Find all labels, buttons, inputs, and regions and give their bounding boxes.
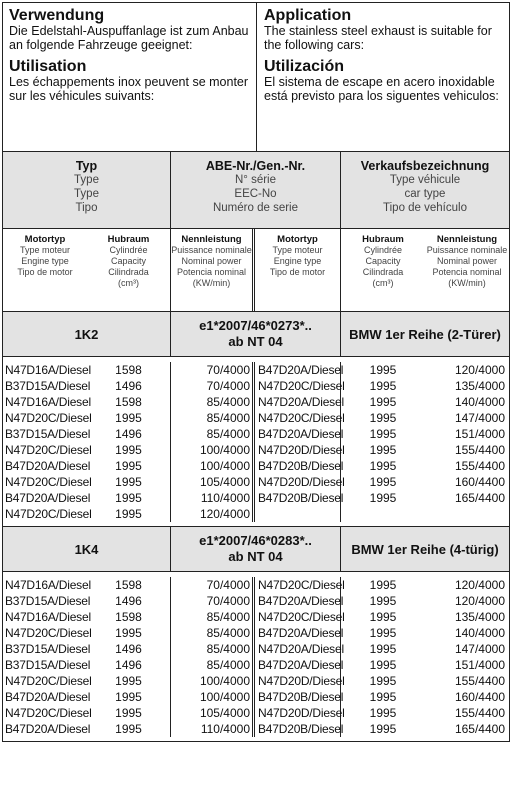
capacity-left: 1995 bbox=[87, 721, 171, 737]
application-info-box bbox=[2, 2, 510, 152]
capacity-right: 1995 bbox=[369, 459, 397, 473]
power-left: 85/4000 bbox=[171, 641, 255, 657]
table-row bbox=[3, 705, 509, 721]
info-title-fr: Utilisation bbox=[9, 58, 87, 75]
capacity-left: 1496 bbox=[87, 378, 171, 394]
power-right: 160/4400 bbox=[454, 690, 505, 704]
engine-type-right: B47D20A/Diesel bbox=[255, 426, 341, 442]
power-right: 120/4000 bbox=[454, 594, 505, 608]
engine-type-right: N47D20C/Diesel bbox=[255, 609, 341, 625]
power-left: 85/4000 bbox=[171, 394, 255, 410]
engine-type-left: N47D16A/Diesel bbox=[5, 610, 91, 624]
capacity-right: 1995 bbox=[369, 427, 397, 441]
power-right: 151/4000 bbox=[454, 658, 505, 672]
engine-type-right bbox=[255, 506, 341, 522]
table-row bbox=[3, 625, 509, 641]
group-header bbox=[3, 527, 509, 572]
power-right: 155/4400 bbox=[454, 459, 505, 473]
power-right: 135/4000 bbox=[454, 610, 505, 624]
capacity-right: 1995 bbox=[369, 491, 397, 505]
subheader-nennleistung-1: Nennleistung Puissance nominale Nominal power Potencia nominal (KW/min) bbox=[171, 229, 255, 311]
engine-type-left: B37D15A/Diesel bbox=[5, 379, 91, 393]
capacity-left: 1598 bbox=[87, 394, 171, 410]
capacity-left: 1496 bbox=[87, 593, 171, 609]
engine-type-left: B37D15A/Diesel bbox=[5, 427, 91, 441]
capacity-left: 1598 bbox=[87, 577, 171, 593]
power-left: 100/4000 bbox=[171, 673, 255, 689]
engine-type-right: B47D20B/Diesel bbox=[255, 490, 341, 506]
table-row bbox=[3, 689, 509, 705]
capacity-left: 1598 bbox=[87, 362, 171, 378]
engine-type-left: N47D16A/Diesel bbox=[5, 578, 91, 592]
header-verkaufsbezeichnung: Verkaufsbezeichnung Type véhicule car type Tipo de vehículo bbox=[360, 159, 490, 214]
capacity-right bbox=[341, 506, 425, 522]
engine-type-right: B47D20A/Diesel bbox=[255, 657, 341, 673]
power-left: 70/4000 bbox=[171, 362, 255, 378]
table-row bbox=[3, 410, 509, 426]
group-typ: 1K4 bbox=[3, 527, 171, 571]
group-rows bbox=[3, 357, 509, 527]
power-left: 120/4000 bbox=[171, 506, 255, 522]
capacity-right: 1995 bbox=[369, 674, 397, 688]
table-row bbox=[3, 394, 509, 410]
group-abe-line2: ab NT 04 bbox=[228, 334, 283, 349]
subheader-hubraum-1: Hubraum Cylindrée Capacity Cilindrada (cm³) bbox=[87, 229, 171, 311]
info-text-en: The stainless steel exhaust is suitable for the following cars: bbox=[264, 24, 492, 52]
engine-type-left: B37D15A/Diesel bbox=[5, 594, 91, 608]
table-row bbox=[3, 426, 509, 442]
engine-type-left: B47D20A/Diesel bbox=[5, 459, 91, 473]
engine-type-left: B47D20A/Diesel bbox=[5, 722, 91, 736]
power-right: 135/4000 bbox=[454, 379, 505, 393]
power-right: 147/4000 bbox=[454, 411, 505, 425]
power-left: 70/4000 bbox=[171, 593, 255, 609]
capacity-right: 1995 bbox=[369, 363, 397, 377]
power-left: 85/4000 bbox=[171, 609, 255, 625]
capacity-left: 1995 bbox=[87, 506, 171, 522]
power-left: 85/4000 bbox=[171, 625, 255, 641]
info-title-es: Utilización bbox=[264, 58, 345, 75]
power-right: 120/4000 bbox=[454, 363, 505, 377]
engine-type-left: B47D20A/Diesel bbox=[5, 690, 91, 704]
vehicle-table bbox=[2, 152, 510, 742]
engine-type-right: N47D20A/Diesel bbox=[255, 394, 341, 410]
power-right: 165/4400 bbox=[454, 722, 505, 736]
power-left: 110/4000 bbox=[171, 721, 255, 737]
power-right: 155/4400 bbox=[454, 674, 505, 688]
capacity-right: 1995 bbox=[369, 722, 397, 736]
power-right: 165/4400 bbox=[454, 491, 505, 505]
engine-type-right: B47D20A/Diesel bbox=[255, 362, 341, 378]
capacity-left: 1496 bbox=[87, 426, 171, 442]
table-row bbox=[3, 378, 509, 394]
engine-type-right: B47D20B/Diesel bbox=[255, 689, 341, 705]
engine-type-left: N47D16A/Diesel bbox=[5, 395, 91, 409]
capacity-right: 1995 bbox=[369, 411, 397, 425]
group-abe-line1: e1*2007/46*0273*.. bbox=[199, 318, 312, 333]
engine-type-left: B37D15A/Diesel bbox=[5, 642, 91, 656]
capacity-right: 1995 bbox=[369, 578, 397, 592]
capacity-right: 1995 bbox=[369, 475, 397, 489]
capacity-left: 1995 bbox=[87, 689, 171, 705]
header-abe: ABE-Nr./Gen.-Nr. N° série EEC-No Numéro de serie bbox=[171, 152, 341, 228]
power-right: 147/4000 bbox=[454, 642, 505, 656]
capacity-right: 1995 bbox=[369, 658, 397, 672]
subheader-motortyp-1: Motortyp Type moteur Engine type Tipo de motor bbox=[17, 234, 73, 277]
table-row bbox=[3, 641, 509, 657]
table-subheader bbox=[3, 229, 509, 312]
engine-type-left: B37D15A/Diesel bbox=[5, 658, 91, 672]
engine-type-left: B47D20A/Diesel bbox=[5, 491, 91, 505]
engine-type-right: N47D20C/Diesel bbox=[255, 577, 341, 593]
group-vehicle-name: BMW 1er Reihe (4-türig) bbox=[351, 541, 499, 557]
table-row bbox=[3, 657, 509, 673]
group-vehicle-name: BMW 1er Reihe (2-Türer) bbox=[349, 326, 501, 342]
group-abe-number bbox=[171, 312, 341, 356]
engine-type-right: B47D20A/Diesel bbox=[255, 593, 341, 609]
power-left: 85/4000 bbox=[171, 426, 255, 442]
engine-type-right: B47D20B/Diesel bbox=[255, 721, 341, 737]
engine-type-right: N47D20C/Diesel bbox=[255, 378, 341, 394]
capacity-left: 1496 bbox=[87, 657, 171, 673]
info-text-es: El sistema de escape en acero inoxidable está previsto para los siguentes vehiculos: bbox=[264, 75, 499, 103]
table-row bbox=[3, 506, 509, 522]
table-row bbox=[3, 362, 509, 378]
power-right: 155/4400 bbox=[454, 443, 505, 457]
capacity-right: 1995 bbox=[369, 706, 397, 720]
capacity-left: 1995 bbox=[87, 625, 171, 641]
power-right: 140/4000 bbox=[454, 395, 505, 409]
power-left: 105/4000 bbox=[171, 474, 255, 490]
table-row bbox=[3, 609, 509, 625]
engine-type-left: N47D20C/Diesel bbox=[5, 507, 92, 521]
power-left: 100/4000 bbox=[171, 442, 255, 458]
capacity-right: 1995 bbox=[369, 395, 397, 409]
subheader-motortyp-2: Motortyp Type moteur Engine type Tipo de motor bbox=[255, 229, 341, 311]
table-row bbox=[3, 577, 509, 593]
capacity-right: 1995 bbox=[369, 690, 397, 704]
capacity-right: 1995 bbox=[369, 594, 397, 608]
capacity-left: 1496 bbox=[87, 641, 171, 657]
engine-type-right: N47D20D/Diesel bbox=[255, 673, 341, 689]
table-row bbox=[3, 593, 509, 609]
engine-type-left: N47D20C/Diesel bbox=[5, 475, 92, 489]
engine-type-right: B47D20A/Diesel bbox=[255, 625, 341, 641]
power-right: 120/4000 bbox=[454, 578, 505, 592]
capacity-left: 1995 bbox=[87, 442, 171, 458]
table-header bbox=[3, 152, 509, 229]
power-right: 140/4000 bbox=[454, 626, 505, 640]
capacity-right: 1995 bbox=[369, 443, 397, 457]
table-row bbox=[3, 673, 509, 689]
capacity-left: 1995 bbox=[87, 705, 171, 721]
engine-type-left: N47D20C/Diesel bbox=[5, 411, 92, 425]
engine-type-right: B47D20B/Diesel bbox=[255, 458, 341, 474]
engine-type-right: N47D20D/Diesel bbox=[255, 474, 341, 490]
group-typ: 1K2 bbox=[3, 312, 171, 356]
engine-type-right: N47D20D/Diesel bbox=[255, 705, 341, 721]
capacity-right: 1995 bbox=[369, 379, 397, 393]
info-column-right bbox=[256, 3, 509, 151]
capacity-left: 1995 bbox=[87, 673, 171, 689]
subheader-hubraum-2: Hubraum Cylindrée Capacity Cilindrada (cm³) bbox=[362, 234, 404, 288]
engine-type-left: N47D20C/Diesel bbox=[5, 626, 92, 640]
power-left: 85/4000 bbox=[171, 657, 255, 673]
table-row bbox=[3, 442, 509, 458]
capacity-left: 1995 bbox=[87, 490, 171, 506]
group-abe-number bbox=[171, 527, 341, 571]
power-right bbox=[425, 506, 509, 522]
info-text-fr: Les échappements inox peuvent se monter sur les véhicules suivants: bbox=[9, 75, 249, 103]
power-left: 105/4000 bbox=[171, 705, 255, 721]
group-rows bbox=[3, 572, 509, 741]
engine-type-left: N47D20C/Diesel bbox=[5, 706, 92, 720]
power-right: 155/4400 bbox=[454, 706, 505, 720]
capacity-left: 1995 bbox=[87, 410, 171, 426]
table-row bbox=[3, 474, 509, 490]
group-abe-line2: ab NT 04 bbox=[228, 549, 283, 564]
table-row bbox=[3, 458, 509, 474]
engine-type-left: N47D20C/Diesel bbox=[5, 443, 92, 457]
info-title-de: Verwendung bbox=[9, 7, 105, 24]
table-row bbox=[3, 721, 509, 737]
vehicle-groups bbox=[3, 312, 509, 741]
power-left: 70/4000 bbox=[171, 378, 255, 394]
group-abe-line1: e1*2007/46*0283*.. bbox=[199, 533, 312, 548]
power-right: 160/4400 bbox=[454, 475, 505, 489]
group-header bbox=[3, 312, 509, 357]
power-left: 100/4000 bbox=[171, 689, 255, 705]
capacity-left: 1995 bbox=[87, 474, 171, 490]
info-column-left bbox=[3, 3, 256, 151]
subheader-nennleistung-2: Nennleistung Puissance nominale Nominal power Potencia nominal (KW/min) bbox=[426, 234, 508, 288]
power-right: 151/4000 bbox=[454, 427, 505, 441]
capacity-left: 1995 bbox=[87, 458, 171, 474]
engine-type-left: N47D16A/Diesel bbox=[5, 363, 91, 377]
info-text-de: Die Edelstahl-Auspuffanlage ist zum Anbau an folgende Fahrzeuge geeignet: bbox=[9, 24, 249, 52]
capacity-right: 1995 bbox=[369, 626, 397, 640]
engine-type-left: N47D20C/Diesel bbox=[5, 674, 92, 688]
capacity-left: 1598 bbox=[87, 609, 171, 625]
table-row bbox=[3, 490, 509, 506]
power-left: 100/4000 bbox=[171, 458, 255, 474]
header-typ: Typ Type Type Tipo bbox=[3, 152, 171, 228]
info-title-en: Application bbox=[264, 7, 352, 24]
engine-type-right: N47D20C/Diesel bbox=[255, 410, 341, 426]
power-left: 70/4000 bbox=[171, 577, 255, 593]
power-left: 85/4000 bbox=[171, 410, 255, 426]
engine-type-right: N47D20D/Diesel bbox=[255, 442, 341, 458]
power-left: 110/4000 bbox=[171, 490, 255, 506]
capacity-right: 1995 bbox=[369, 610, 397, 624]
capacity-right: 1995 bbox=[369, 642, 397, 656]
engine-type-right: N47D20A/Diesel bbox=[255, 641, 341, 657]
